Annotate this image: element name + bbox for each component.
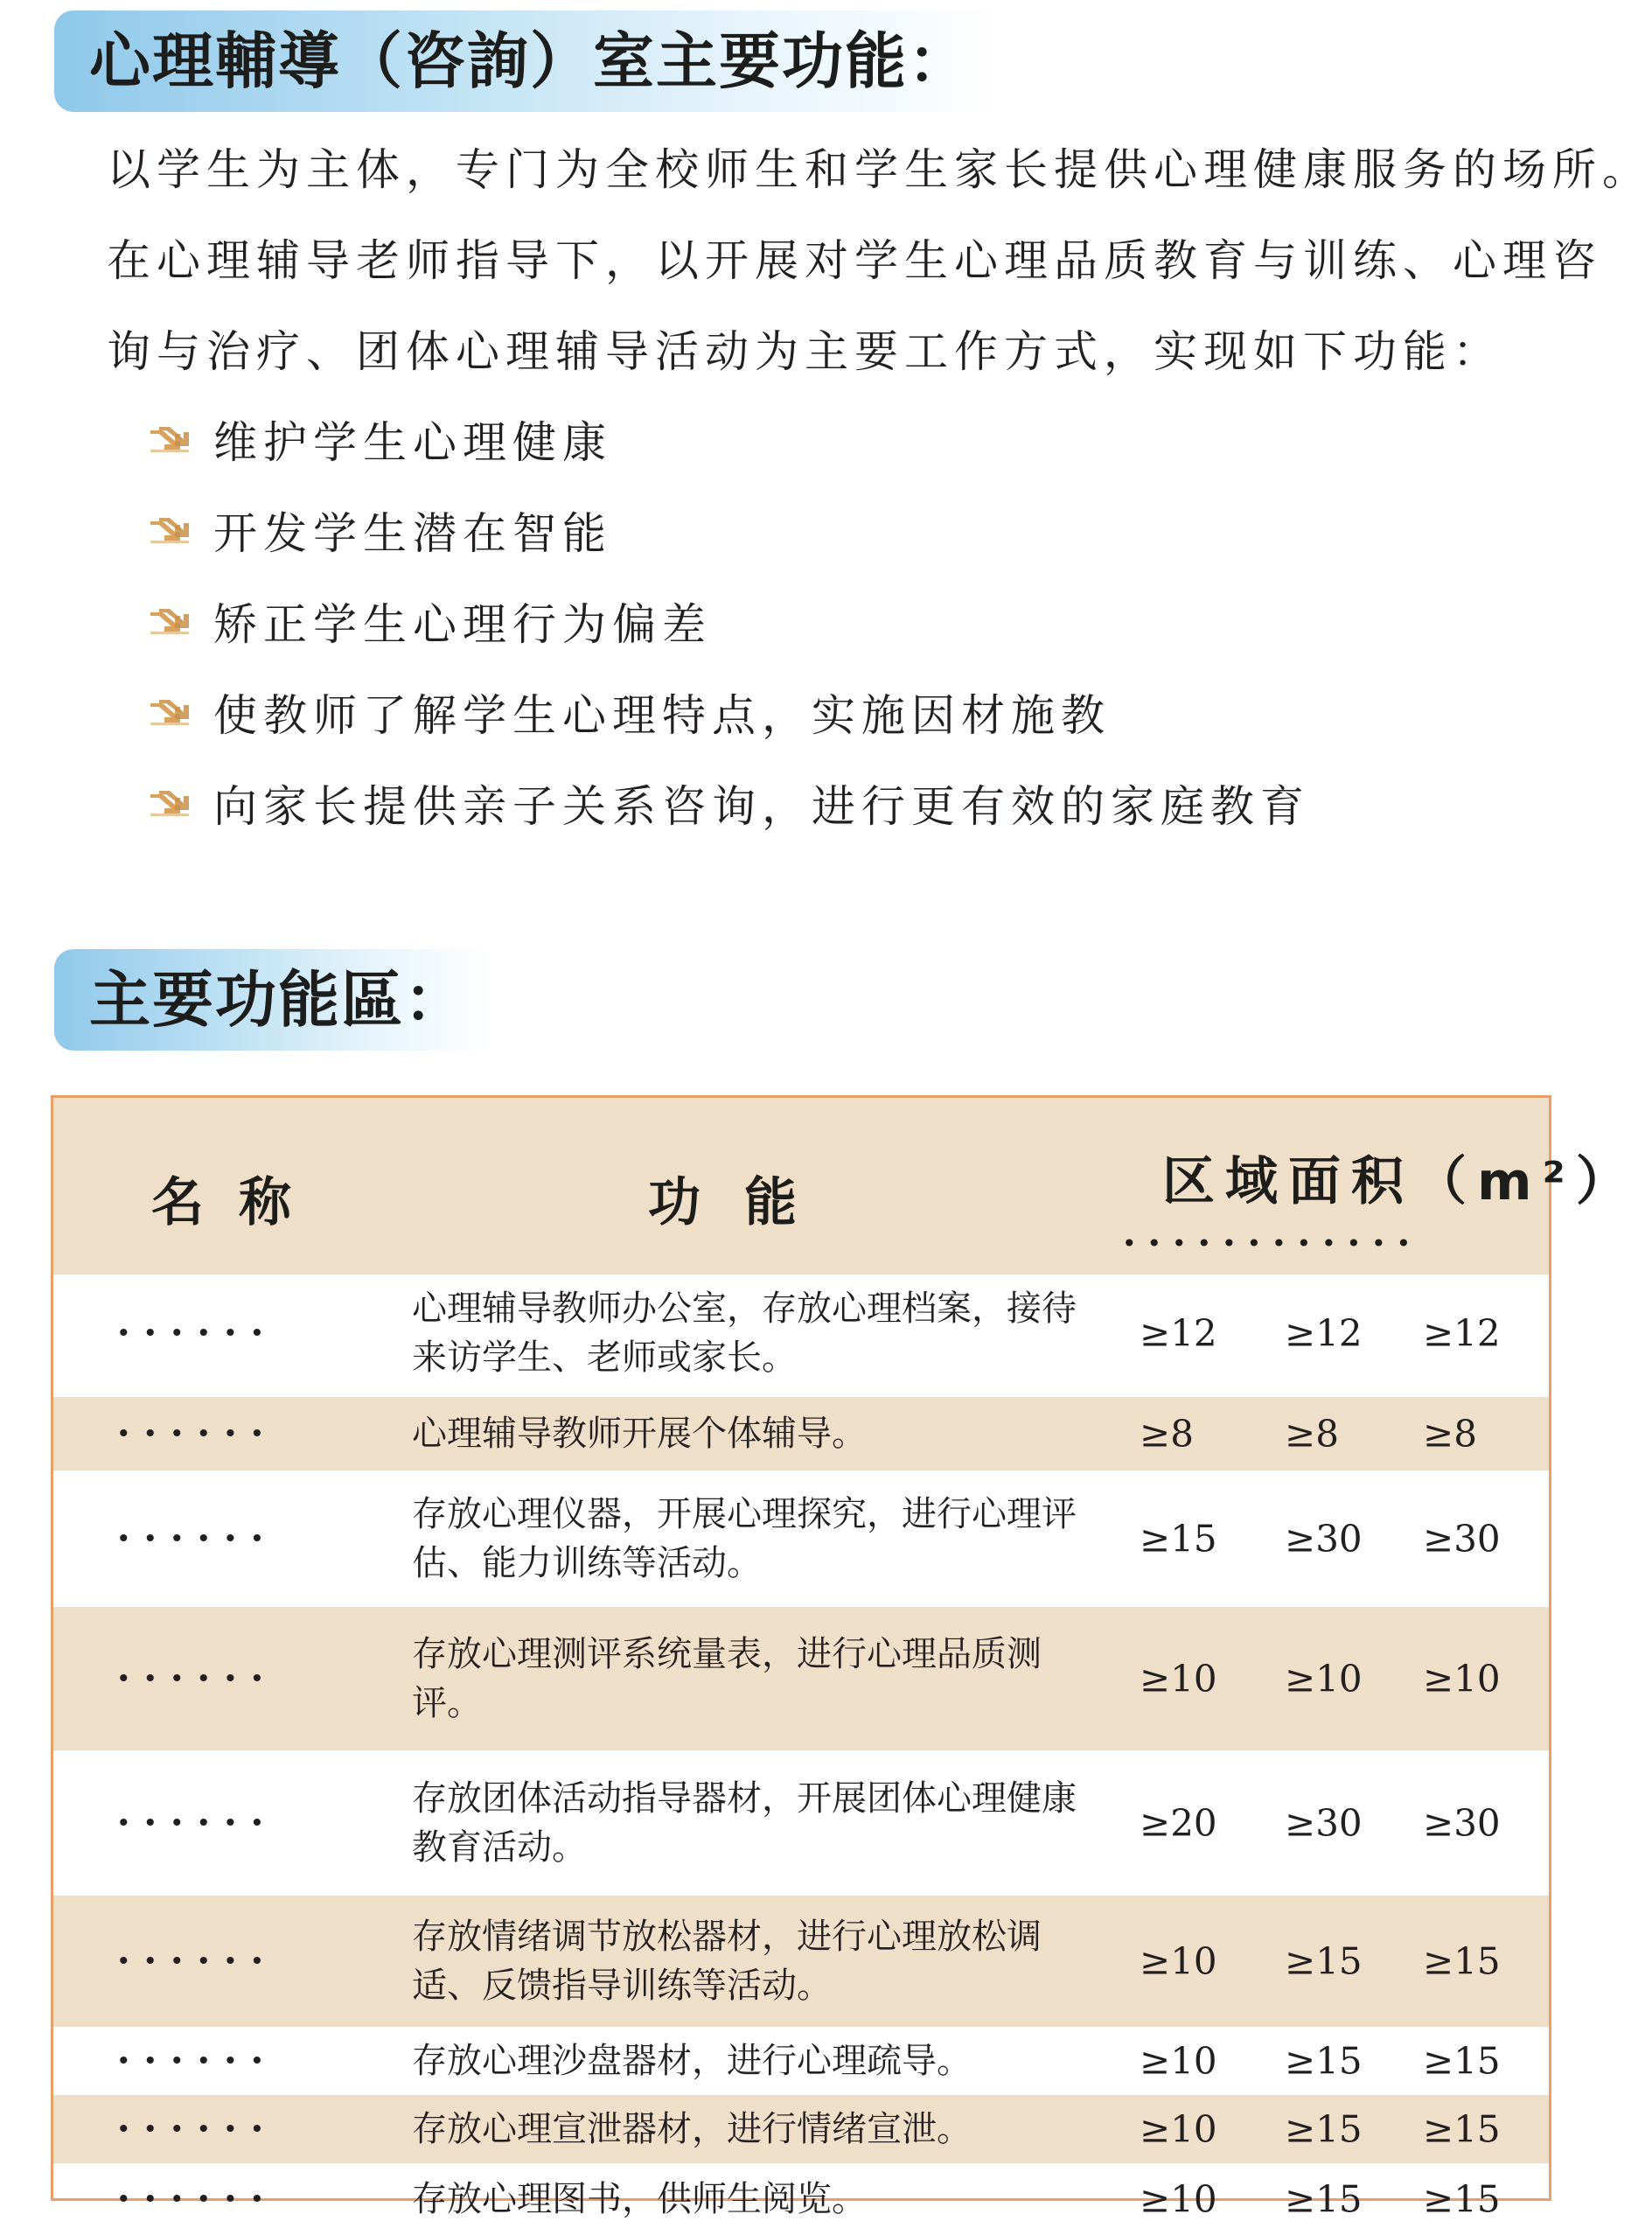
row-name: •••••• xyxy=(116,1524,277,1554)
table-header xyxy=(53,1098,1639,1275)
row-function: 心理辅导教师办公室，存放心理档案，接待来访学生、老师或家长。 xyxy=(412,1289,1077,1378)
row-area-value: ≥15 xyxy=(1423,2177,1501,2221)
list-item xyxy=(149,394,1504,485)
row-area-value: ≥15 xyxy=(1140,1517,1217,1561)
row-area-value: ≥30 xyxy=(1423,1517,1501,1561)
row-function: 存放情绪调节放松器材，进行心理放松调适、反馈指导训练等活动。 xyxy=(412,1917,1042,2006)
double-arrow-icon xyxy=(149,425,191,453)
table-row xyxy=(53,1269,1549,1397)
double-arrow-icon xyxy=(149,789,191,817)
row-function: 存放心理测评系统量表，进行心理品质测评。 xyxy=(412,1634,1042,1723)
section-title: 主要功能區： xyxy=(89,964,467,1036)
row-area-value: ≥15 xyxy=(1423,2039,1501,2083)
section-title: 心理輔導（咨詢）室主要功能： xyxy=(89,25,971,97)
list-item xyxy=(149,576,1504,667)
table-row xyxy=(53,2027,1549,2095)
row-area-value: ≥15 xyxy=(1285,2039,1363,2083)
row-name: •••••• xyxy=(116,2046,277,2076)
list-item-text: 维护学生心理健康 xyxy=(213,417,612,468)
row-name: •••••• xyxy=(116,2114,277,2144)
row-area-value: ≥30 xyxy=(1423,1801,1501,1845)
row-area-value: ≥15 xyxy=(1285,2107,1363,2151)
section-title-banner xyxy=(54,10,999,112)
list-item-text: 开发学生潜在智能 xyxy=(213,508,612,559)
row-area-value: ≥15 xyxy=(1423,2107,1501,2151)
list-item xyxy=(149,485,1504,576)
row-area-value: ≥15 xyxy=(1285,2177,1363,2221)
list-item xyxy=(149,758,1504,849)
row-area-value: ≥10 xyxy=(1140,2039,1217,2083)
row-name: •••••• xyxy=(116,1946,277,1976)
header-area: 区域面积（m²） xyxy=(1162,1151,1639,1212)
header-name: 名称 xyxy=(151,1172,326,1233)
intro-paragraph xyxy=(107,124,1652,397)
double-arrow-icon xyxy=(149,698,191,726)
row-area-value: ≥15 xyxy=(1423,1939,1501,1983)
table-row xyxy=(53,1607,1549,1750)
table-row xyxy=(53,1750,1549,1896)
row-area-value: ≥10 xyxy=(1140,2177,1217,2221)
section-title-banner xyxy=(54,949,491,1051)
row-area-value: ≥12 xyxy=(1423,1311,1501,1355)
row-name: •••••• xyxy=(116,2184,277,2214)
table-row xyxy=(53,2095,1549,2163)
table-row xyxy=(53,2163,1549,2235)
row-area-value: ≥10 xyxy=(1140,1939,1217,1983)
intro-line: 询与治疗、团体心理辅导活动为主要工作方式，实现如下功能： xyxy=(107,326,1502,377)
row-area-value: ≥12 xyxy=(1140,1311,1217,1355)
row-area-value: ≥15 xyxy=(1285,1939,1363,1983)
row-area-value: ≥8 xyxy=(1423,1412,1477,1456)
table-row xyxy=(53,1397,1549,1470)
row-function: 存放心理沙盘器材，进行心理疏导。 xyxy=(412,2041,972,2081)
row-name: •••••• xyxy=(116,1419,277,1449)
row-area-value: ≥10 xyxy=(1285,1657,1363,1701)
row-area-value: ≥30 xyxy=(1285,1517,1363,1561)
row-area-value: ≥20 xyxy=(1140,1801,1217,1845)
double-arrow-icon xyxy=(149,516,191,544)
row-area-value: ≥12 xyxy=(1285,1311,1363,1355)
row-area-value: ≥8 xyxy=(1140,1412,1194,1456)
row-function: 心理辅导教师开展个体辅导。 xyxy=(412,1414,867,1454)
row-name: •••••• xyxy=(116,1318,277,1348)
list-item-text: 使教师了解学生心理特点，实施因材施教 xyxy=(213,690,1111,741)
header-area-subheader: •••••••••••• xyxy=(1122,1229,1422,1258)
row-area-value: ≥8 xyxy=(1285,1412,1339,1456)
row-name: •••••• xyxy=(116,1808,277,1838)
table-row xyxy=(53,1470,1549,1607)
function-area-table xyxy=(51,1095,1639,2221)
function-list xyxy=(149,394,1504,849)
row-area-value: ≥10 xyxy=(1423,1657,1501,1701)
double-arrow-icon xyxy=(149,607,191,635)
list-item-text: 矫正学生心理行为偏差 xyxy=(213,599,712,650)
row-function: 存放团体活动指导器材，开展团体心理健康教育活动。 xyxy=(412,1778,1077,1868)
row-name: •••••• xyxy=(116,1664,277,1694)
row-area-value: ≥10 xyxy=(1140,1657,1217,1701)
header-function: 功能 xyxy=(648,1172,840,1233)
table-row xyxy=(53,1896,1549,2027)
list-item-text: 向家长提供亲子关系咨询，进行更有效的家庭教育 xyxy=(213,781,1310,832)
list-item xyxy=(149,667,1504,758)
row-function: 存放心理图书，供师生阅览。 xyxy=(412,2179,867,2219)
row-function: 存放心理仪器，开展心理探究，进行心理评估、能力训练等活动。 xyxy=(412,1494,1077,1583)
intro-line: 以学生为主体，专门为全校师生和学生家长提供心理健康服务的场所。 xyxy=(107,144,1652,195)
intro-line: 在心理辅导老师指导下，以开展对学生心理品质教育与训练、心理咨 xyxy=(107,235,1602,286)
row-area-value: ≥30 xyxy=(1285,1801,1363,1845)
row-function: 存放心理宣泄器材，进行情绪宣泄。 xyxy=(412,2109,972,2149)
row-area-value: ≥10 xyxy=(1140,2107,1217,2151)
